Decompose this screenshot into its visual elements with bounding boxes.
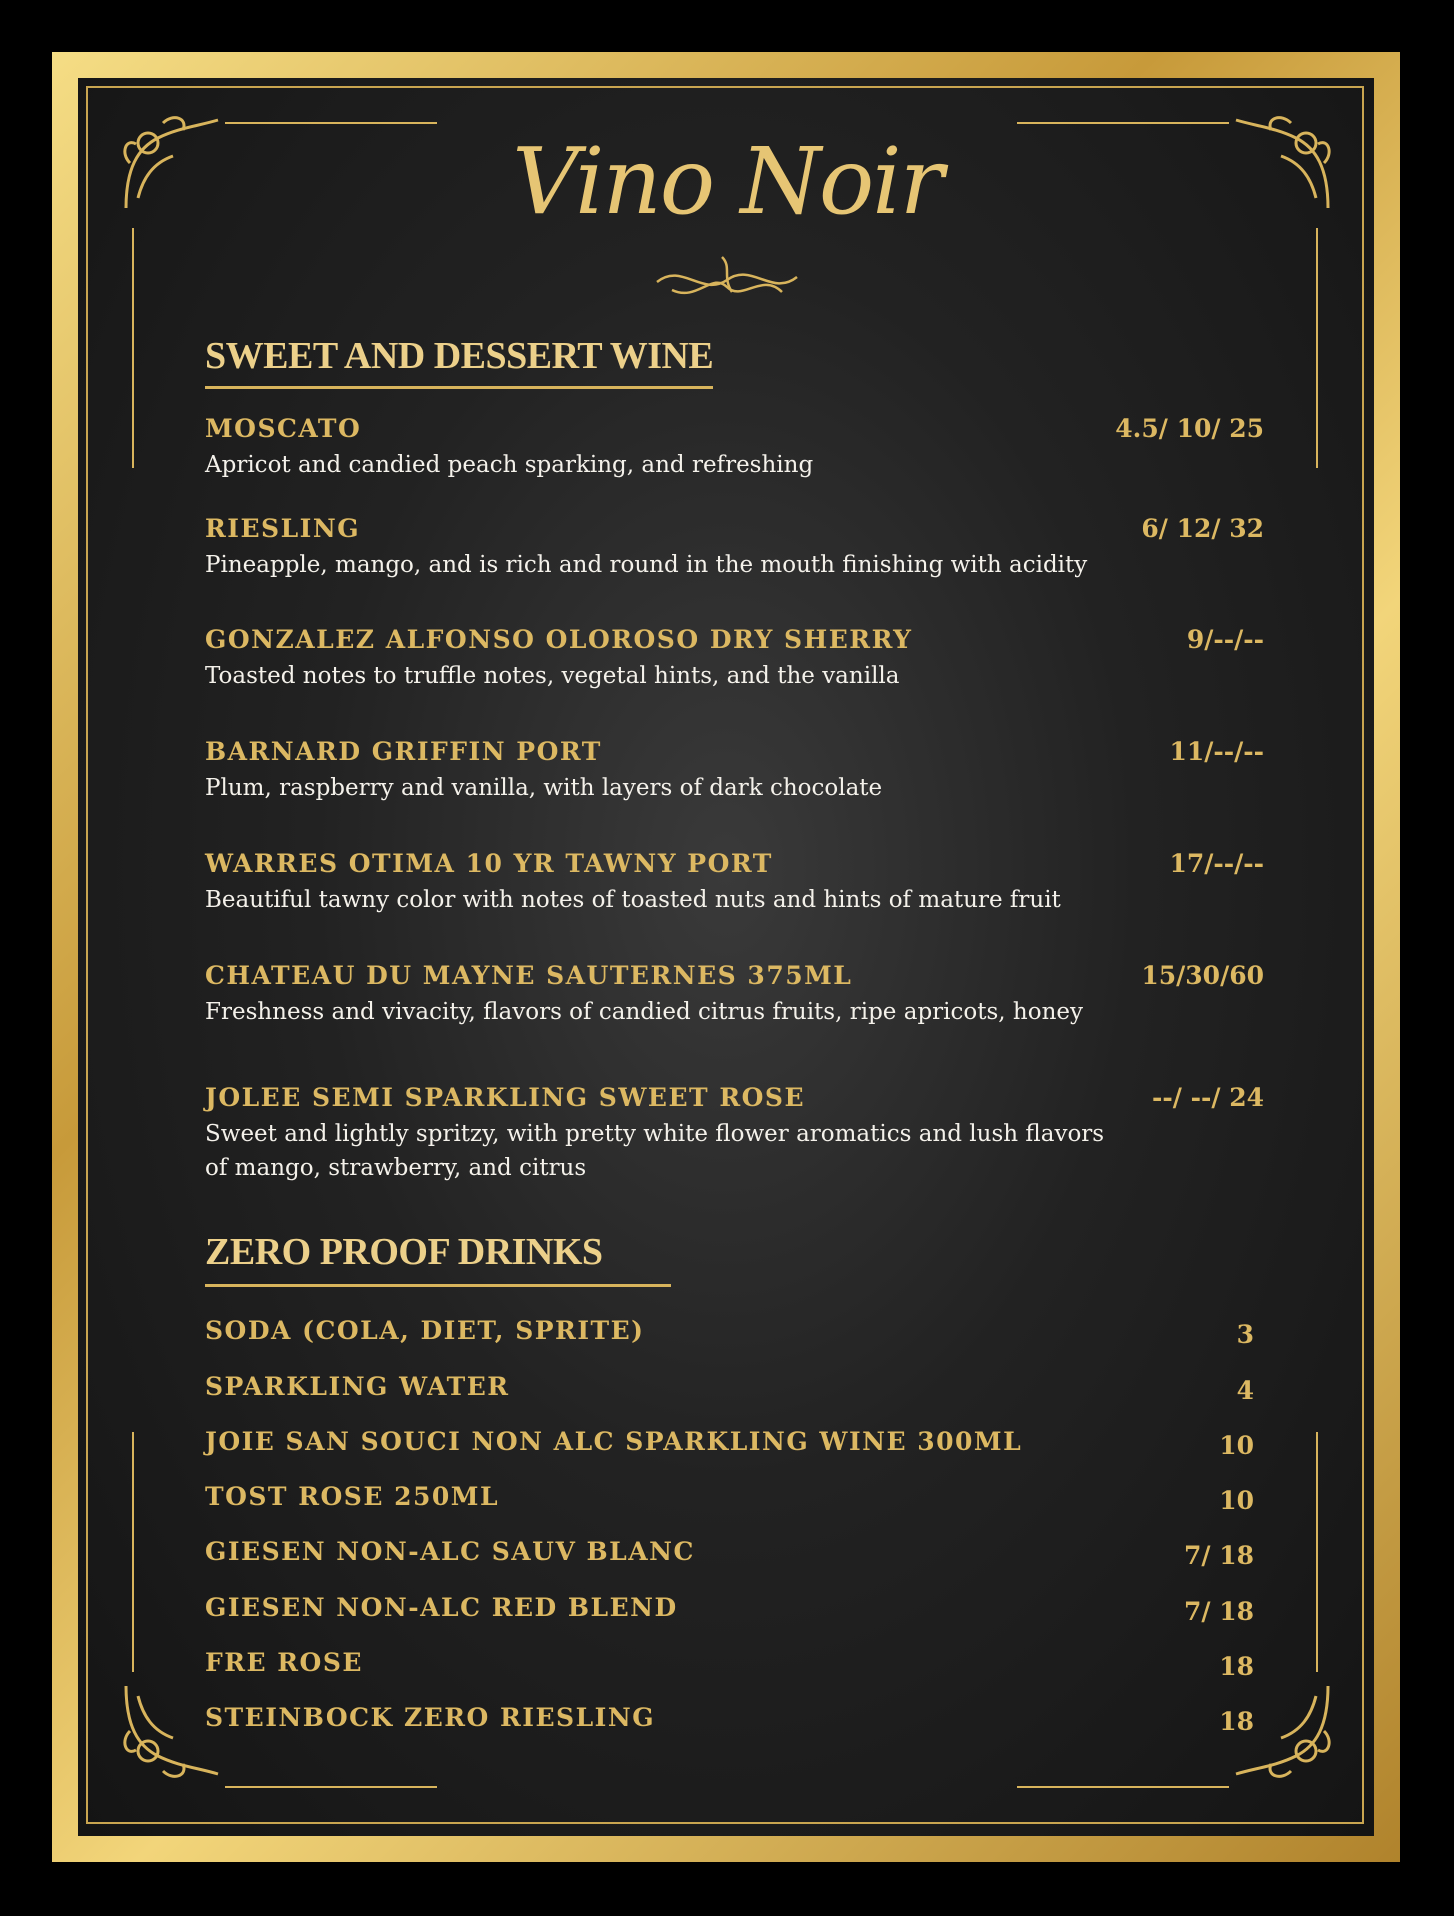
wine-price: 15/30/60 — [1141, 961, 1264, 990]
drink-price: 7/ 18 — [1183, 1597, 1254, 1626]
section-heading-zero: ZERO PROOF DRINKS — [205, 1231, 603, 1273]
drink-price: 7/ 18 — [1183, 1541, 1254, 1570]
wine-price: --/ --/ 24 — [1152, 1083, 1264, 1112]
drink-price: 10 — [1219, 1431, 1254, 1460]
drink-name: STEINBOCK ZERO RIESLING — [205, 1703, 656, 1732]
drink-price: 3 — [1236, 1320, 1254, 1349]
drink-name: SODA (COLA, DIET, SPRITE) — [205, 1316, 645, 1345]
section-underline-zero — [205, 1284, 671, 1287]
wine-price: 6/ 12/ 32 — [1141, 514, 1264, 543]
wine-description: Freshness and vivacity, flavors of candied citrus fruits, ripe apricots, honey — [205, 999, 1083, 1025]
wine-name: JOLEE SEMI SPARKLING SWEET ROSE — [205, 1083, 806, 1112]
bottom-right-rule — [1017, 1786, 1229, 1788]
wine-name: RIESLING — [205, 514, 361, 543]
title-flourish-icon — [652, 252, 802, 306]
wine-description: Apricot and candied peach sparking, and refreshing — [205, 452, 814, 478]
wine-description: Pineapple, mango, and is rich and round in the mouth finishing with acidity — [205, 552, 1088, 578]
left-upper-rule — [132, 228, 134, 468]
drink-price: 18 — [1219, 1652, 1254, 1681]
top-right-rule — [1017, 122, 1229, 124]
drink-price: 4 — [1236, 1376, 1254, 1405]
wine-price: 11/--/-- — [1169, 737, 1264, 766]
drink-name: GIESEN NON-ALC SAUV BLANC — [205, 1537, 695, 1566]
brand-title: Vino Noir — [512, 128, 942, 235]
wine-description: Sweet and lightly spritzy, with pretty white flower aromatics and lush flavors of mango, strawberry, and citrus — [205, 1121, 1105, 1181]
wine-name: WARRES OTIMA 10 YR TAWNY PORT — [205, 849, 773, 878]
wine-price: 17/--/-- — [1169, 849, 1264, 878]
drink-name: TOST ROSE 250ML — [205, 1482, 500, 1511]
drink-name: JOIE SAN SOUCI NON ALC SPARKLING WINE 300ML — [205, 1427, 1023, 1456]
wine-description: Beautiful tawny color with notes of toasted nuts and hints of mature fruit — [205, 887, 1061, 913]
drink-name: FRE ROSE — [205, 1648, 363, 1677]
drink-name: SPARKLING WATER — [205, 1372, 510, 1401]
section-underline-sweet — [205, 386, 713, 389]
wine-name: BARNARD GRIFFIN PORT — [205, 737, 602, 766]
right-lower-rule — [1316, 1432, 1318, 1672]
drink-price: 10 — [1219, 1486, 1254, 1515]
wine-price: 4.5/ 10/ 25 — [1115, 414, 1264, 443]
wine-description: Toasted notes to truffle notes, vegetal hints, and the vanilla — [205, 663, 900, 689]
left-lower-rule — [132, 1432, 134, 1672]
wine-name: GONZALEZ ALFONSO OLOROSO DRY SHERRY — [205, 625, 913, 654]
right-upper-rule — [1316, 228, 1318, 468]
wine-price: 9/--/-- — [1186, 625, 1264, 654]
wine-name: MOSCATO — [205, 414, 362, 443]
section-heading-sweet: SWEET AND DESSERT WINE — [205, 335, 714, 377]
drink-price: 18 — [1219, 1707, 1254, 1736]
wine-description: Plum, raspberry and vanilla, with layers of dark chocolate — [205, 775, 883, 801]
drink-name: GIESEN NON-ALC RED BLEND — [205, 1593, 678, 1622]
bottom-left-rule — [225, 1786, 437, 1788]
top-left-rule — [225, 122, 437, 124]
wine-name: CHATEAU DU MAYNE SAUTERNES 375ML — [205, 961, 853, 990]
